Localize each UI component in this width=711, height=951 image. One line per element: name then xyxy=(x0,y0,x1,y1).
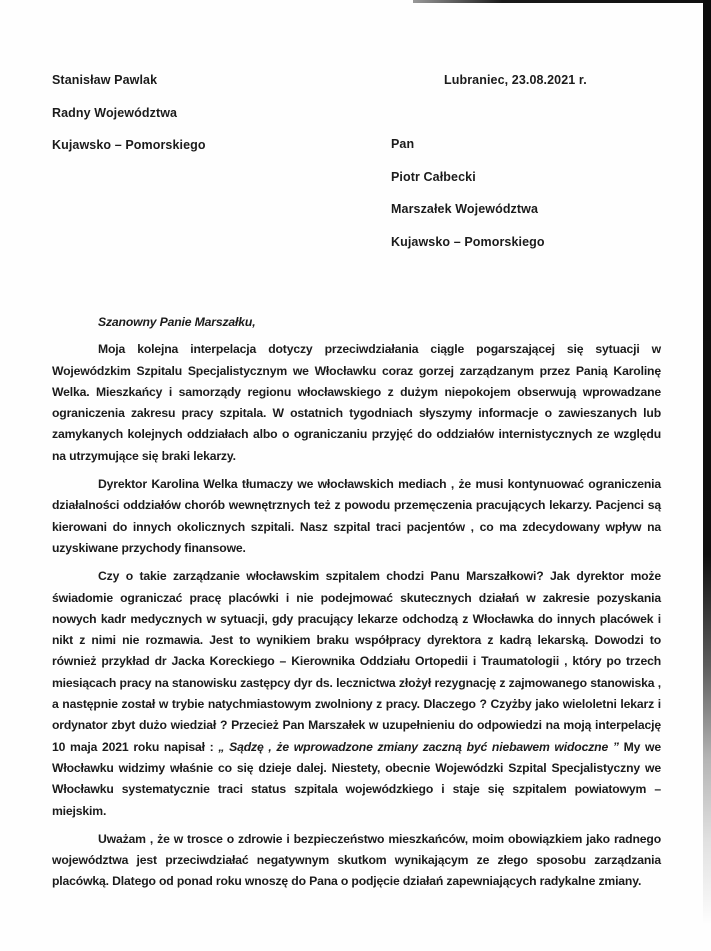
letter-date: Lubraniec, 23.08.2021 r. xyxy=(444,73,587,87)
sender-role-line-2: Kujawsko – Pomorskiego xyxy=(52,138,206,152)
sender-role-line-1: Radny Województwa xyxy=(52,105,178,120)
paragraph-3-quote: „ Sądzę , że wprowadzone zmiany zaczną być niebawem widoczne ” xyxy=(218,739,619,754)
recipient-line-4: Kujawsko – Pomorskiego xyxy=(391,234,545,249)
scan-artifact-top-edge xyxy=(413,0,711,3)
paragraph-4: Uważam , że w trosce o zdrowie i bezpieczeństwo mieszkańców, moim obowiązkiem jako radnego województwa jest przeciwdziałać negatywnym skutkom wynikającym ze złego sposobu zarządzania placówką. Dlatego od ponad roku wnoszę do Pana o podjęcie działań zapewniających radykalne zmiany. xyxy=(52,831,661,889)
salutation: Szanowny Panie Marszałku, xyxy=(98,315,256,329)
recipient-block xyxy=(391,128,545,258)
letter-body xyxy=(52,312,661,900)
recipient-line-1: Pan xyxy=(391,137,415,151)
recipient-line-2: Piotr Całbecki xyxy=(391,169,476,184)
sender-name: Stanisław Pawlak xyxy=(52,73,158,87)
paragraph-1: Moja kolejna interpelacja dotyczy przeciwdziałania ciągle pogarszającej się sytuacji w Wojewódzkim Szpitalu Specjalistycznym we Włocławku coraz gorzej zarządzanym przez Panią Karolinę Welka. Mieszkańcy i samorządy regionu włocławskiego z dużym niepokojem obserwują wprowadzane ograniczenia zakresu pracy szpitala. W ostatnich tygodniach słyszymy informacje o zawieszanych lub zamykanych kolejnych oddziałach albo o ograniczaniu przyjęć do oddziałów internistycznych ze względu na utrzymujące się braki lekarzy. xyxy=(52,342,661,463)
scan-artifact-right-edge xyxy=(703,0,711,925)
paragraph-3 xyxy=(52,566,661,822)
paragraph-2: Dyrektor Karolina Welka tłumaczy we włocławskich mediach , że musi kontynuować ograniczenia działalności oddziałów chorób wewnętrznych też z powodu przemęczenia pracujących lekarzy. Pacjenci są kierowani do innych okolicznych szpitali. Nasz szpital traci pacjentów , co ma zdecydowany wpływ na uzyskiwane przychody finansowe. xyxy=(52,477,661,555)
paragraph-3-tail: My we Włocławku widzimy właśnie co się dzieje dalej. Niestety, obecnie Wojewódzki Szpital Specjalistyczny we Włocławku systematycznie traci status szpitala wojewódzkiego i staje się szpitalem powiatowym – miejskim. xyxy=(52,739,662,818)
sender-block xyxy=(52,64,206,162)
recipient-line-3: Marszałek Województwa xyxy=(391,202,539,216)
paragraph-3-lead: Czy o takie zarządzanie włocławskim szpitalem chodzi Panu Marszałkowi? Jak dyrektor może świadomie ograniczać pracę placówki i nie podejmować skutecznych działań w zakresie pozyskania nowych kadr medycznych w sytuacji, gdy pracujący lekarze odchodzą z Włocławka do innych placówek i nikt z nimi nie rozmawia. Jest to wynikiem braku współpracy dyrektora z kadrą lekarską. Dowodzi to również przykład dr Jacka Koreckiego – Kierownika Oddziału Ortopedii i Traumatologii , który po trzech miesiącach pracy na stanowisku zastępcy dyr ds. lecznictwa złożył rezygnację z zajmowanego stanowiska , a następnie został w trybie natychmiastowym zwolniony z pracy. Dlaczego ? Czyżby jako wieloletni lekarz i ordynator zbyt dużo wiedział ? Przecież Pan Marszałek w uzupełnieniu do odpowiedzi na moją interpelację 10 maja 2021 roku napisał : xyxy=(52,569,661,754)
